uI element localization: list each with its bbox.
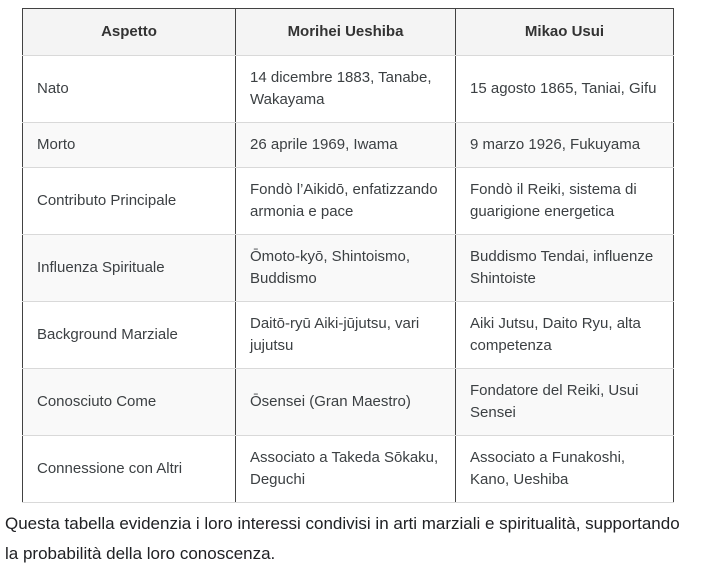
table-row [23,369,674,436]
ueshiba-cell: Ōmoto-kyō, Shintoismo, Buddismo [236,235,456,302]
table-row [23,123,674,168]
ueshiba-cell: 26 aprile 1969, Iwama [236,123,456,168]
usui-cell: Aiki Jutsu, Daito Ryu, alta competenza [456,302,674,369]
ueshiba-cell: Associato a Takeda Sōkaku, Deguchi [236,436,456,503]
aspect-cell: Morto [23,123,236,168]
table-row [23,56,674,123]
aspect-cell: Nato [23,56,236,123]
usui-cell: 15 agosto 1865, Taniai, Gifu [456,56,674,123]
ueshiba-cell: 14 dicembre 1883, Tanabe, Wakayama [236,56,456,123]
ueshiba-cell: Ōsensei (Gran Maestro) [236,369,456,436]
usui-cell: Buddismo Tendai, influenze Shintoiste [456,235,674,302]
aspect-cell: Connessione con Altri [23,436,236,503]
usui-cell: 9 marzo 1926, Fukuyama [456,123,674,168]
table-caption: Questa tabella evidenzia i loro interessi condivisi in arti marziali e spiritualità, supportando la probabilità della loro conoscenza. [5,514,680,563]
comparison-table [22,8,674,503]
header-row [23,9,674,56]
table-row [23,436,674,503]
aspect-cell: Background Marziale [23,302,236,369]
table-row [23,235,674,302]
ueshiba-cell: Fondò l’Aikidō, enfatizzando armonia e pace [236,168,456,235]
column-header-morihei-ueshiba: Morihei Ueshiba [236,9,456,56]
ueshiba-cell: Daitō-ryū Aiki-jūjutsu, vari jujutsu [236,302,456,369]
usui-cell: Associato a Funakoshi, Kano, Ueshiba [456,436,674,503]
table-row [23,168,674,235]
table-row [23,302,674,369]
column-header-mikao-usui: Mikao Usui [456,9,674,56]
column-header-aspetto: Aspetto [23,9,236,56]
aspect-cell: Conosciuto Come [23,369,236,436]
aspect-cell: Contributo Principale [23,168,236,235]
usui-cell: Fondò il Reiki, sistema di guarigione energetica [456,168,674,235]
aspect-cell: Influenza Spirituale [23,235,236,302]
page [0,8,703,570]
usui-cell: Fondatore del Reiki, Usui Sensei [456,369,674,436]
